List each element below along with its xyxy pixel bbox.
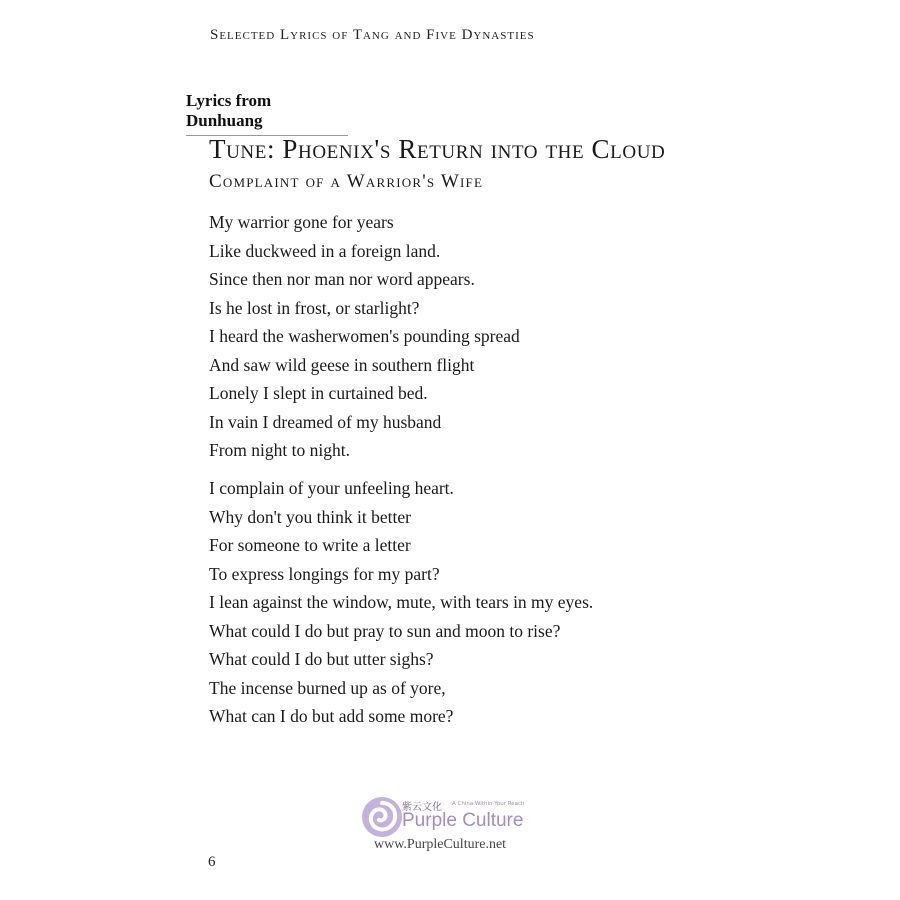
poem-line: Since then nor man nor word appears.: [209, 269, 475, 289]
poem-line: Lonely I slept in curtained bed.: [209, 383, 428, 403]
poem-line: I lean against the window, mute, with tears in my eyes.: [209, 592, 594, 612]
poem-line: From night to night.: [209, 440, 350, 460]
stanza-1: [209, 208, 520, 465]
section-label: Lyrics from Dunhuang: [186, 91, 348, 136]
poem-line: What can I do but add some more?: [209, 706, 454, 726]
watermark: [360, 795, 560, 855]
stanza-2: [209, 474, 593, 731]
poem-line: What could I do but pray to sun and moon to rise?: [209, 620, 561, 641]
poem-title: Complaint of a Warrior's Wife: [209, 171, 484, 192]
poem-line: And saw wild geese in southern flight: [209, 354, 475, 375]
poem-line: I heard the washerwomen's pounding spread: [209, 326, 520, 346]
poem-line: Is he lost in frost, or starlight?: [209, 297, 420, 318]
page-number: 6: [208, 854, 216, 870]
purple-culture-logo-icon: [360, 795, 404, 839]
poem-line: In vain I dreamed of my husband: [209, 411, 442, 432]
watermark-url: www.PurpleCulture.net: [374, 837, 507, 852]
running-head: Selected Lyrics of Tang and Five Dynasties: [210, 27, 535, 43]
watermark-chinese-name: 紫云文化: [402, 802, 442, 813]
watermark-brand: Purple Culture: [402, 810, 524, 831]
poem-line: I complain of your unfeeling heart.: [209, 478, 454, 498]
poem-line: My warrior gone for years: [209, 212, 394, 232]
poem-line: Like duckweed in a foreign land.: [209, 240, 441, 261]
poem-line: What could I do but utter sighs?: [209, 649, 434, 669]
poem-line: Why don't you think it better: [209, 506, 411, 527]
watermark-tagline: A China Within Your Reach: [452, 801, 525, 807]
poem-line: The incense burned up as of yore,: [209, 677, 446, 698]
poem-line: For someone to write a letter: [209, 535, 411, 555]
poem-line: To express longings for my part?: [209, 563, 440, 584]
tune-title: Tune: Phoenix's Return into the Cloud: [209, 134, 666, 164]
